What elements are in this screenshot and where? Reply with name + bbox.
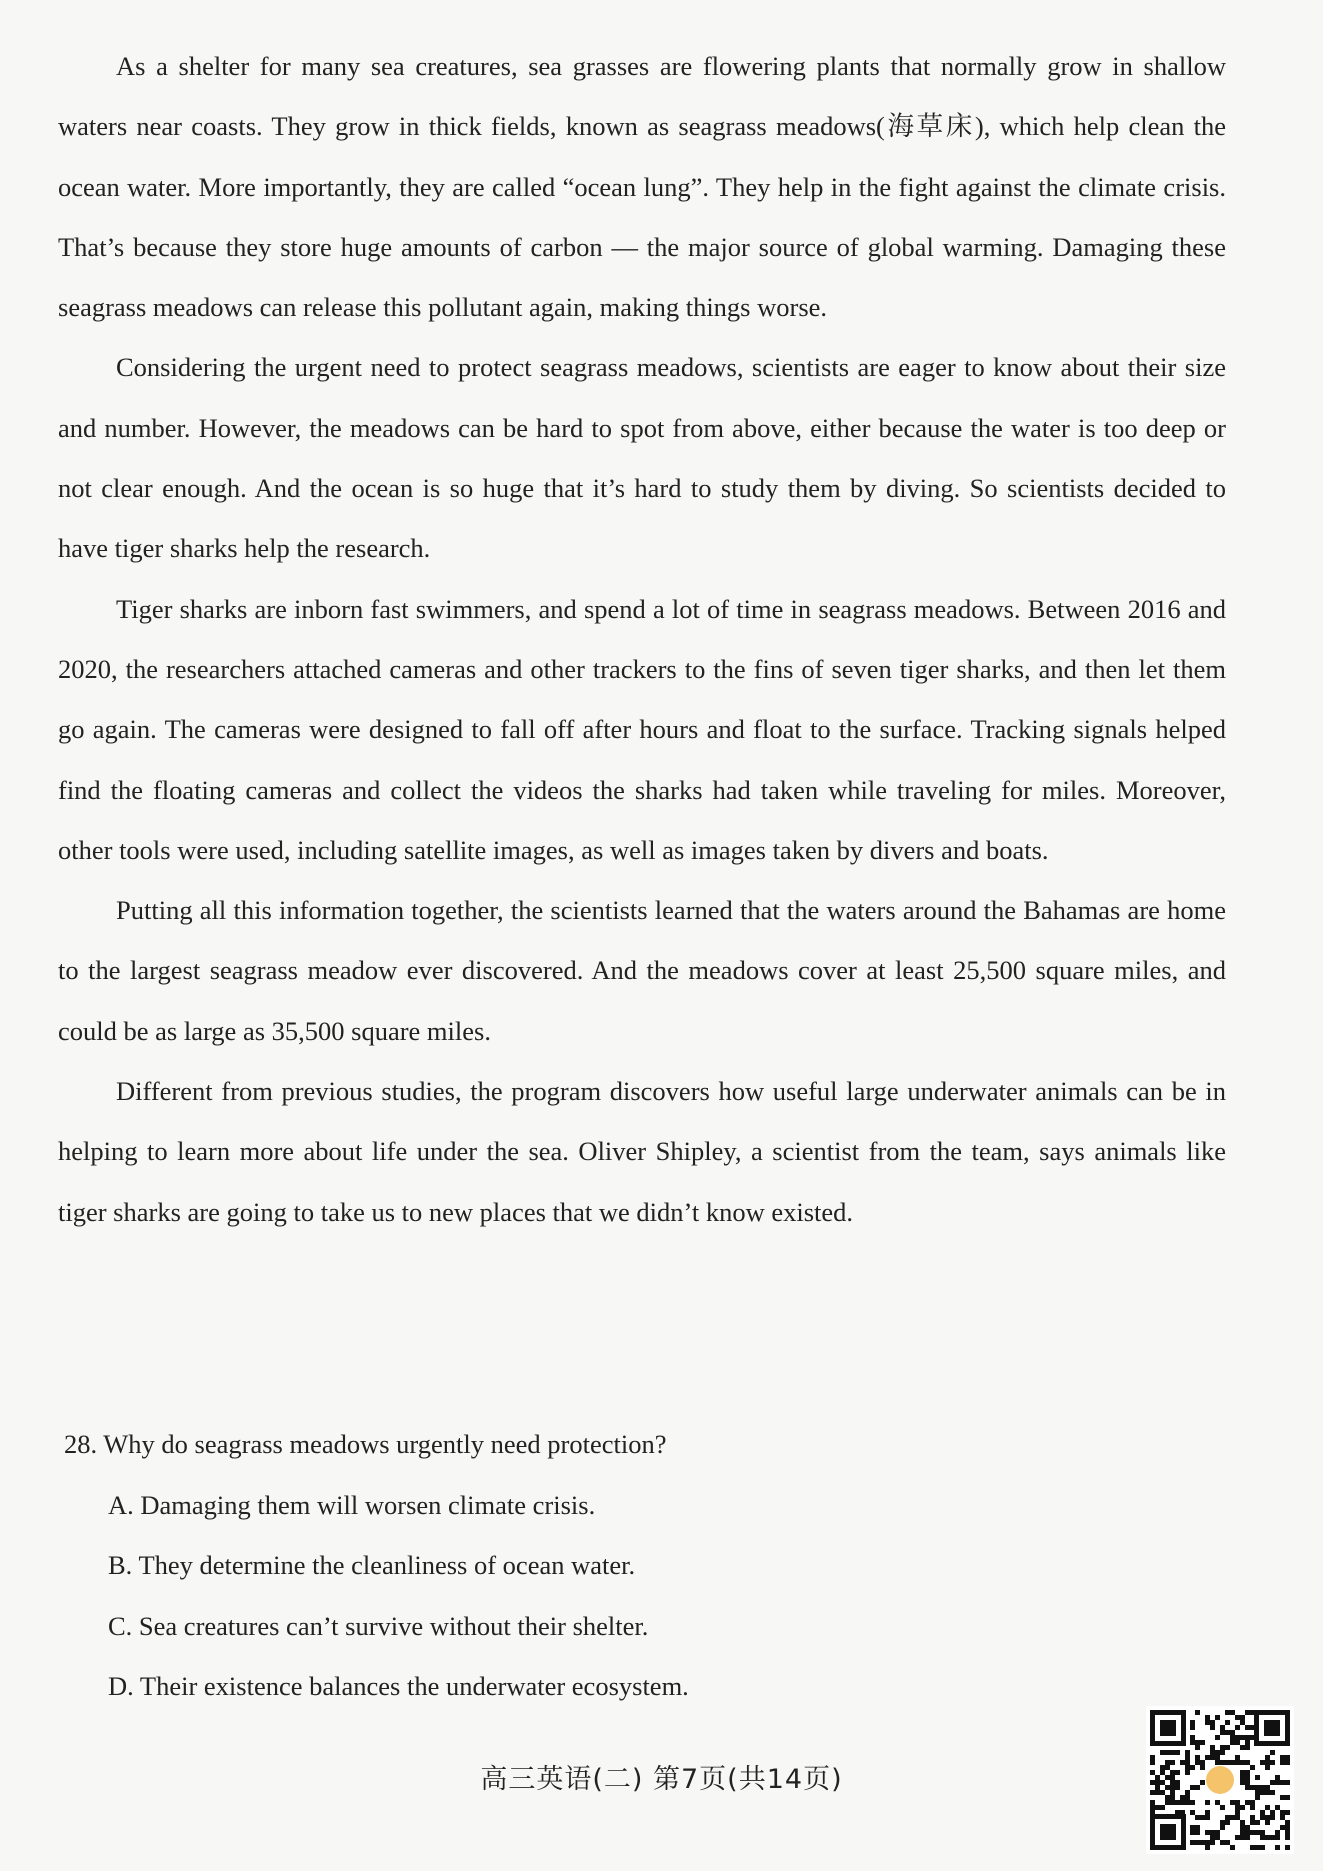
paragraph-3: Tiger sharks are inborn fast swimmers, and spend a lot of time in seagrass meadows. Between 2016 and 2020, the researchers attached cameras and other trackers to the fins of seven tiger sharks, and then let them go again. The cameras were designed to fall off after hours and float to the surface. Tracking signals helped find the floating cameras and collect the videos the sharks had taken while traveling for miles. Moreover, other tools were used, including satellite images, as well as images taken by divers and boats. bbox=[58, 593, 1226, 865]
page-footer: 高三英语(二) 第7页(共14页) bbox=[480, 1764, 843, 1795]
paragraph-2: Considering the urgent need to protect seagrass meadows, scientists are eager to know about their size and number. However, the meadows can be hard to spot from above, either because the water is too deep or not clear enough. And the ocean is so huge that it’s hard to study them by diving. So scientists decided to have tiger sharks help the research. bbox=[58, 352, 1226, 564]
answer-options bbox=[64, 1475, 1224, 1717]
option-a: A. Damaging them will worsen climate crisis. bbox=[108, 1489, 596, 1520]
paragraph-4: Putting all this information together, the scientists learned that the waters around the Bahamas are home to the largest seagrass meadow ever discovered. And the meadows cover at least 25,500 square miles, and could be as large as 35,500 square miles. bbox=[58, 895, 1226, 1046]
option-c: C. Sea creatures can’t survive without their shelter. bbox=[108, 1610, 649, 1641]
question-28 bbox=[64, 1414, 1224, 1717]
paragraph-1: As a shelter for many sea creatures, sea grasses are flowering plants that normally grow in shallow waters near coasts. They grow in thick fields, known as seagrass meadows(海草床), which help clean the ocean water. More importantly, they are called “ocean lung”. They help in the fight against the climate crisis. That’s because they store huge amounts of carbon — the major source of global warming. Damaging these seagrass meadows can release this pollutant again, making things worse. bbox=[58, 51, 1226, 323]
option-b: B. They determine the cleanliness of ocean water. bbox=[108, 1550, 636, 1580]
question-stem: 28. Why do seagrass meadows urgently need protection? bbox=[64, 1429, 667, 1459]
qr-code-icon bbox=[1146, 1706, 1294, 1854]
paragraph-5: Different from previous studies, the program discovers how useful large underwater animals can be in helping to learn more about life under the sea. Oliver Shipley, a scientist from the team, says animals like tiger sharks are going to take us to new places that we didn’t know existed. bbox=[58, 1076, 1226, 1227]
option-d: D. Their existence balances the underwater ecosystem. bbox=[108, 1671, 689, 1701]
reading-passage bbox=[58, 36, 1226, 1242]
